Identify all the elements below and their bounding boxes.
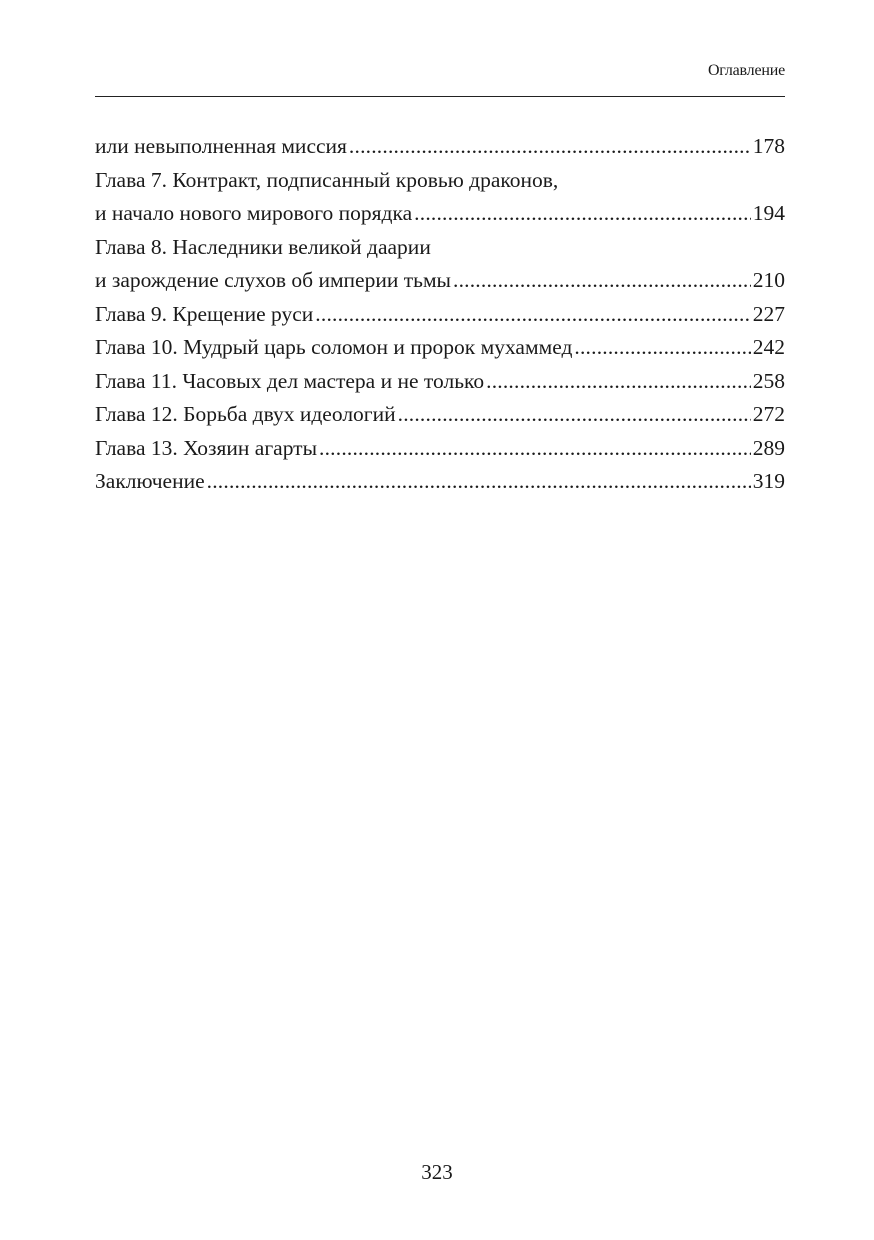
toc-entry-page: 258 [752, 368, 785, 393]
toc-entry [95, 398, 785, 432]
dot-leader [486, 365, 751, 399]
toc-entry-continuation [95, 197, 785, 231]
toc-entry-title: Глава 13. Хозяин агарты [95, 435, 318, 460]
toc-entry-page: 210 [752, 268, 785, 292]
toc-entry-title: и начало нового мирового порядка [95, 201, 413, 225]
dot-leader [319, 432, 751, 466]
toc-entry-title: Глава 10. Мудрый царь соломон и пророк мухаммед [95, 335, 573, 359]
table-of-contents [95, 130, 785, 499]
toc-entry-title: Глава 8. Наследники великой даарии [95, 234, 431, 259]
toc-entry [95, 231, 785, 265]
toc-entry-title: Глава 7. Контракт, подписанный кровью драконов, [95, 167, 559, 192]
header-rule [95, 96, 785, 97]
toc-entry [95, 331, 785, 365]
toc-entry [95, 164, 785, 198]
page-number: 323 [421, 1160, 453, 1184]
toc-entry-continuation [95, 264, 785, 298]
dot-leader [453, 264, 751, 298]
dot-leader [207, 465, 751, 499]
toc-entry [95, 298, 785, 332]
toc-entry-page: 272 [752, 402, 785, 426]
toc-entry [95, 432, 785, 466]
dot-leader [414, 197, 751, 231]
toc-entry-title: Глава 9. Крещение руси [95, 301, 314, 326]
toc-entry-page: 178 [752, 134, 785, 158]
toc-entry-title: Глава 12. Борьба двух идеологий [95, 402, 396, 426]
dot-leader [349, 130, 751, 164]
dot-leader [315, 298, 750, 332]
toc-entry-page: 242 [752, 335, 785, 359]
dot-leader [398, 398, 751, 432]
toc-entry [95, 465, 785, 499]
toc-entry [95, 365, 785, 399]
toc-entry-page: 194 [752, 201, 785, 225]
dot-leader [574, 331, 750, 365]
toc-entry-page: 319 [752, 469, 785, 493]
toc-entry-title: и зарождение слухов об империи тьмы [95, 268, 451, 292]
running-header: Оглавление [707, 62, 785, 79]
toc-entry-title: Заключение [95, 469, 205, 493]
toc-entry-page: 227 [752, 301, 785, 326]
toc-entry-title: или невыполненная миссия [95, 134, 347, 158]
toc-entry-title: Глава 11. Часовых дел мастера и не только [95, 368, 485, 393]
toc-entry [95, 130, 785, 164]
toc-entry-page: 289 [752, 435, 785, 460]
